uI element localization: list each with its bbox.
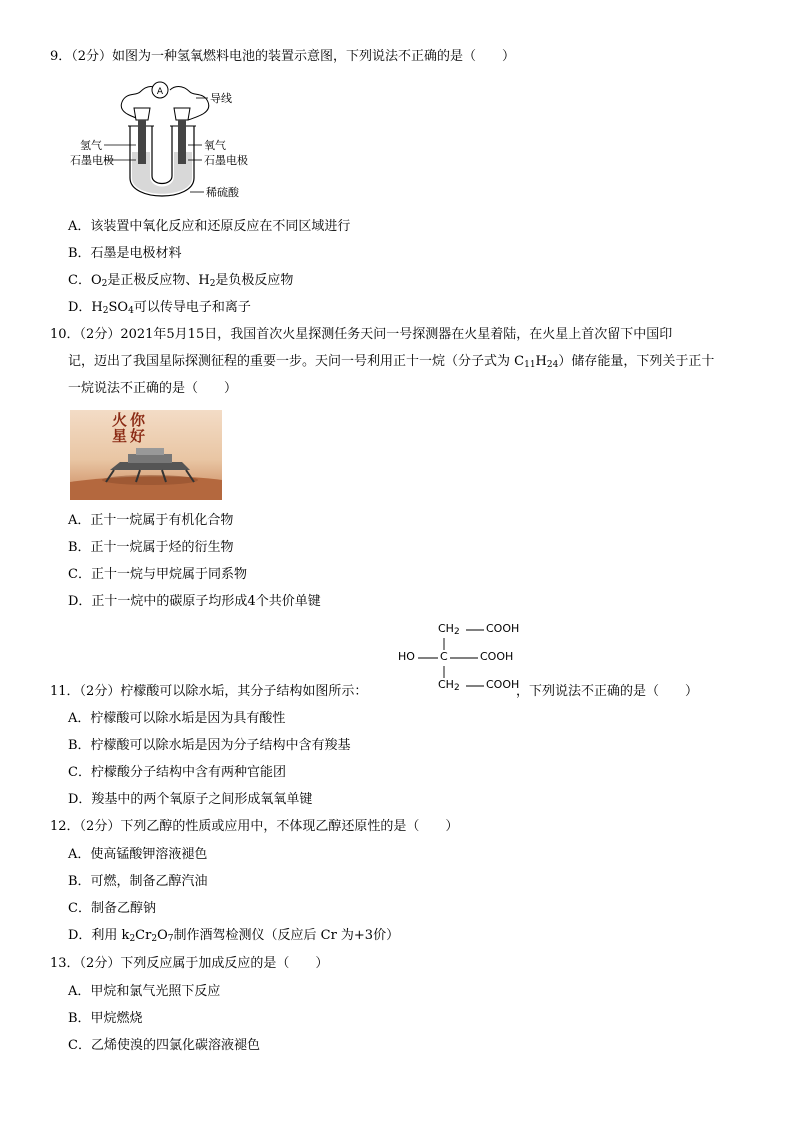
q11-stem-pre: 11．（2分）柠檬酸可以除水垢，其分子结构如图所示： xyxy=(50,684,368,699)
structure-top-ch2: $CH_2$ xyxy=(438,622,460,637)
q10-stem-line2: 记，迈出了我国星际探测征程的重要一步。天问一号利用正十一烷（分子式为 $C_{11}H_{24}$）储存能量，下列关于正十 xyxy=(68,354,715,370)
mars-image-caption: 你好火星 xyxy=(110,412,146,444)
q11-stem-post: ，下列说法不正确的是（ ） xyxy=(516,684,699,699)
wire-label: 导线 xyxy=(210,92,232,105)
citric-acid-structure xyxy=(398,618,528,696)
q9-option-a: A．该装置中氧化反应和还原反应在不同区域进行 xyxy=(68,219,351,234)
q10-option-c: C．正十一烷与甲烷属于同系物 xyxy=(68,567,247,582)
structure-bonds xyxy=(398,618,528,696)
q13-option-c: C．乙烯使溴的四氯化碳溶液褪色 xyxy=(68,1038,260,1053)
q12-option-c: C．制备乙醇钠 xyxy=(68,901,156,916)
structure-mid-cooh: COOH xyxy=(480,650,514,663)
q11-option-b: B．柠檬酸可以除水垢是因为分子结构中含有羧基 xyxy=(68,738,351,753)
structure-top-cooh: COOH xyxy=(486,622,520,635)
structure-carbon: C xyxy=(440,650,448,663)
q12-option-a: A．使高锰酸钾溶液褪色 xyxy=(68,847,208,862)
mars-rover-image xyxy=(70,410,222,500)
electrode-left-label: 石墨电极 xyxy=(70,154,114,167)
q9-option-c: C．$O_2$是正极反应物、$H_2$是负极反应物 xyxy=(68,273,294,289)
q9-option-d: D．$H_2SO_4$可以传导电子和离子 xyxy=(68,300,251,316)
q11-option-a: A．柠檬酸可以除水垢是因为具有酸性 xyxy=(68,711,286,726)
fuel-cell-svg xyxy=(70,78,270,208)
q9-stem: 9．（2分）如图为一种氢氧燃料电池的装置示意图，下列说法不正确的是（ ） xyxy=(50,49,516,64)
structure-bot-ch2: $CH_2$ xyxy=(438,678,460,693)
q13-option-a: A．甲烷和氯气光照下反应 xyxy=(68,984,221,999)
q10-option-d: D．正十一烷中的碳原子均形成4个共价单键 xyxy=(68,594,321,609)
h2-label: 氢气 xyxy=(80,139,102,152)
rover-icon xyxy=(70,410,222,500)
q12-option-d: D．利用 $k_2Cr_2O_7$制作酒驾检测仪（反应后 Cr 为+3价） xyxy=(68,928,400,944)
q10-stem-line1: 10．（2分）2021年5月15日，我国首次火星探测任务天问一号探测器在火星着陆，在火星上首次留下中国印 xyxy=(50,327,673,342)
q10-option-b: B．正十一烷属于烃的衍生物 xyxy=(68,540,234,555)
ammeter-label: A xyxy=(156,87,164,97)
q13-stem: 13．（2分）下列反应属于加成反应的是（ ） xyxy=(50,956,329,971)
electrode-right-label: 石墨电极 xyxy=(204,154,248,167)
q12-option-b: B．可燃，制备乙醇汽油 xyxy=(68,874,208,889)
q9-option-b: B．石墨是电极材料 xyxy=(68,246,182,261)
acid-label: 稀硫酸 xyxy=(206,186,239,199)
structure-bot-cooh: COOH xyxy=(486,678,520,691)
structure-ho: HO xyxy=(398,650,415,663)
q10-stem-line3: 一烷说法不正确的是（ ） xyxy=(68,381,238,396)
q11-option-d: D．羧基中的两个氧原子之间形成氧氧单键 xyxy=(68,792,313,807)
q11-option-c: C．柠檬酸分子结构中含有两种官能团 xyxy=(68,765,286,780)
q13-option-b: B．甲烷燃烧 xyxy=(68,1011,143,1026)
fuel-cell-diagram xyxy=(70,78,270,208)
q12-stem: 12．（2分）下列乙醇的性质或应用中，不体现乙醇还原性的是（ ） xyxy=(50,819,459,834)
o2-label: 氧气 xyxy=(204,139,226,152)
q10-option-a: A．正十一烷属于有机化合物 xyxy=(68,513,234,528)
